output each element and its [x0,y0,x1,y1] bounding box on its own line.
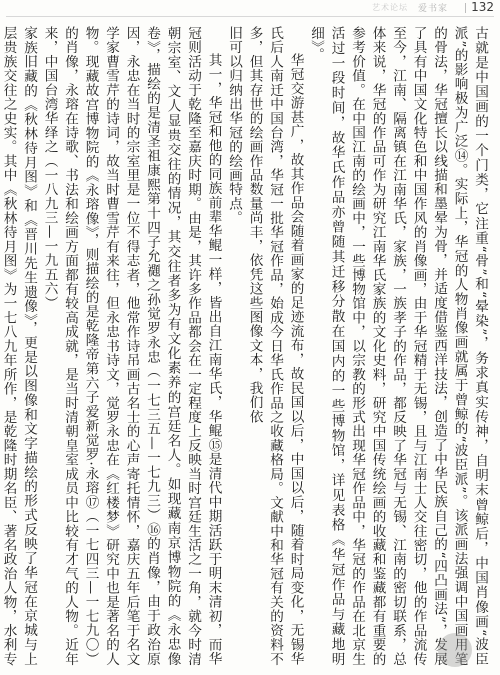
paragraph-intro: 古就是中国画的一个门类，它注重“骨”和“晕染”，务求真实传神，自明末曾鲸后，中国肖像画“波臣派”的影响极为广泛⑭。实际上，华冠的人物肖像画就属于曾鲸的“波臣派”。该派画法强调中国画用笔的骨法，华冠擅长以线描和墨晕为骨，并适度借鉴西洋技法，创造了中华民族自己的“四凸画法”，发展了具有中国文化特色和中国作风的肖像画，由于华冠精于无锡，且与江南士人交往密切，他的作品流传至今，江南、隔离镇在江南华氏，家族，一族孝子的作品，都反映了华冠与无锡、江南的密切联系，总体来说，华冠的作品可作为研究江南华氏家族的文化史料，研究中国传统绘画的收藏和鉴藏都有重要的参考价值。在中国江南的绘画中，一些博物馆中，以宗教的形式出现华冠作品中，华冠的作品在北京生活过一段时间，故华氏作品亦曾随其迁移分散在国内的一些博物馆，详见表格《华冠作品与藏地明细》。 [308,26,488,666]
header-rule [6,16,494,17]
page-number: 132 [471,0,494,14]
paragraph-collection: 华冠交游甚广，故其作品会随着画家的足迹流布，故民国以后，中国以后，随着时局变化，无锡华氏后人南迁中国台湾，华冠一批华冠作品，始成今日华氏作品之收藏格局。文献中和华冠有关的资料不多，但其存世的绘画作品数量尚丰，依凭这些图像文本，我们依 [246,26,304,666]
article-body [0,26,490,666]
page-header [0,0,500,16]
paragraph-point-one: 其一，华冠和他的同族前辈华鲲一样，皆出自江南华氏，华鲲⑮是清代中期活跃于明末清初，而华冠则活动于乾隆至嘉庆时期。由是，其许多作品都会在一定程度上反映当时宫廷生活之一角，就今时清朝宗室、文人显贵交往的情况，其交往者多为有文化素养的宫廷名人。如现藏南京博物院的《永忠像卷》，描绘的是清圣祖康熙第十四子允禵之孙觉罗永忠（一七三五—一七九三）⑯的肖像，由于政治原因，永忠在当时的宗室里是一位不得志者，他常作诗吊画古名士的心声寄托情怀，嘉庆五年后笔于名文学家曹雪芹的诗词，故当时曹雪芹有来往，但永忠书诗文，觉罗永忠在《红楼梦》研究中也是著名的人物。现藏故宫博物院的《永瑢像》，则描绘的是乾隆帝第六子爱新觉罗·永瑢⑰（一七四三—一七九〇）的肖像，永瑢在诗歌、书法和绘画方面都有较高成就，是当时清朝皇室成员中比较有才气的人物。近年来，中国台湾华绎之（一八九三—一九五六） [41,26,222,666]
section-label: 艺术论坛 [372,3,408,12]
paragraph-summary: 旧可以归纳出华冠的绘画特点。 [226,26,242,225]
watermark-logo [438,633,472,667]
paragraph-family-collection: 家族旧藏的《秋林待月图》和《晋川先生遗像》，更是以图像和文字描绘的形式反映了华冠在京城与上层贵族交往之史实。其中《秋林待月图》为一七八九年所作，是乾隆时期名臣、著名政治人物，水利专 [0,26,37,666]
header-divider [465,3,466,13]
journal-label: 爱书家 [417,4,448,14]
